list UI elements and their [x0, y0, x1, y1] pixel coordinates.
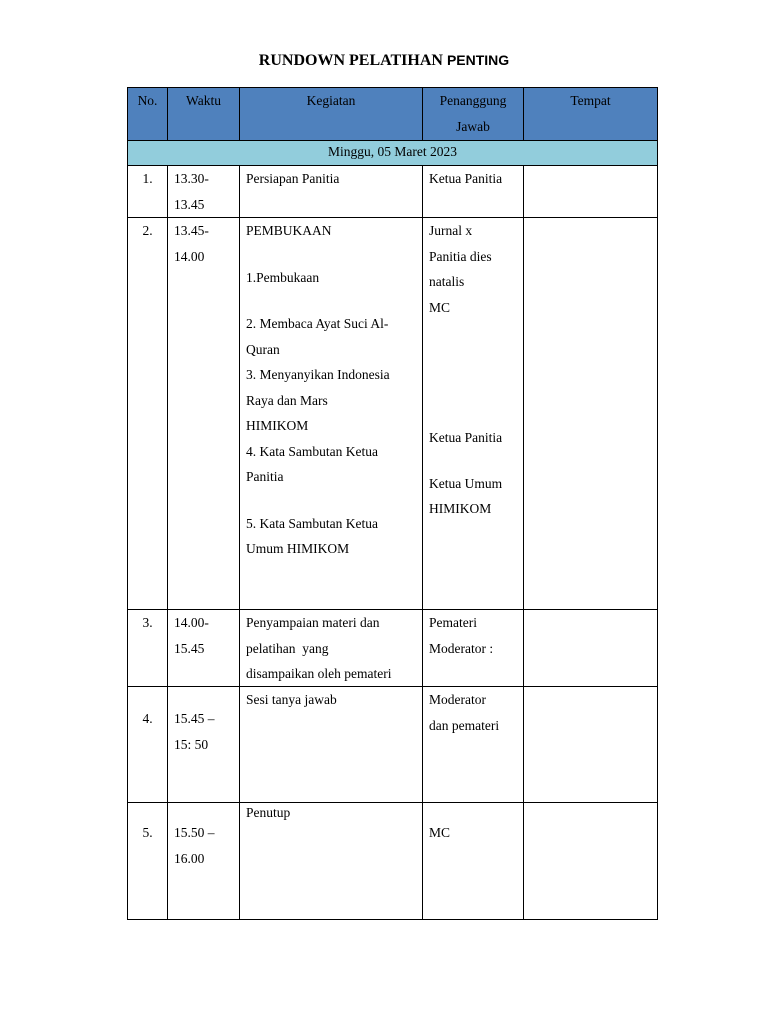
row2-no-label: 2. [142, 223, 153, 238]
row4-tempat [523, 686, 658, 803]
row3-kegiatan-line3: disampaikan oleh pemateri [246, 666, 392, 681]
row5-pj [422, 802, 524, 920]
header-pj-line1: Penanggung [439, 93, 507, 108]
row2-pj-line5: Ketua Panitia [429, 430, 503, 445]
row4-waktu [167, 686, 240, 803]
rundown-table [127, 87, 658, 920]
row2-tempat [523, 217, 658, 610]
header-tempat [523, 87, 658, 141]
header-waktu [167, 87, 240, 141]
row2-pj-line7: HIMIKOM [429, 501, 492, 516]
row4-waktu-line1: 15.45 – [174, 711, 215, 726]
row5-waktu [167, 802, 240, 920]
row5-no-label: 5. [142, 825, 153, 840]
row3-waktu-line2: 15.45 [174, 640, 205, 656]
row4-no [127, 686, 168, 803]
row2-kegiatan-line6: Raya dan Mars [246, 392, 328, 408]
header-no [127, 87, 168, 141]
header-penanggung-jawab [422, 87, 524, 141]
row5-waktu-line1: 15.50 – [174, 825, 215, 840]
row2-kegiatan-line11: Umum HIMIKOM [246, 541, 350, 556]
row2-kegiatan-line2: 1.Pembukaan [246, 269, 320, 285]
header-waktu-label: Waktu [186, 93, 221, 108]
row2-waktu-line1: 13.45- [174, 223, 209, 238]
row4-pj [422, 686, 524, 803]
row1-waktu-line2: 13.45 [174, 196, 205, 212]
row3-waktu-line1: 14.00- [174, 615, 209, 630]
row1-tempat [523, 165, 658, 218]
row1-kegiatan-line1: Persiapan Panitia [246, 171, 340, 186]
row1-pj [422, 165, 524, 218]
row1-no [127, 165, 168, 218]
row1-pj-line1: Ketua Panitia [429, 171, 503, 186]
header-tempat-label: Tempat [570, 93, 611, 108]
row3-no [127, 609, 168, 687]
header-no-label: No. [137, 93, 158, 108]
row1-waktu-line1: 13.30- [174, 171, 209, 186]
row2-kegiatan-line3: 2. Membaca Ayat Suci Al- [246, 316, 389, 331]
date-row [127, 140, 658, 166]
header-pj-line2: Jawab [456, 118, 490, 134]
row2-waktu-line2: 14.00 [174, 248, 205, 264]
row1-waktu [167, 165, 240, 218]
row4-kegiatan-line1: Sesi tanya jawab [246, 692, 337, 707]
row3-pj-line1: Pemateri [429, 615, 477, 630]
row4-pj-line1: Moderator [429, 692, 486, 707]
row2-pj [422, 217, 524, 610]
row1-kegiatan [239, 165, 423, 218]
row3-waktu [167, 609, 240, 687]
row2-waktu [167, 217, 240, 610]
row2-pj-line4: MC [429, 299, 451, 315]
row2-kegiatan-line9: Panitia [246, 469, 284, 484]
row2-kegiatan-line7: HIMIKOM [246, 418, 309, 433]
row2-pj-line6: Ketua Umum [429, 475, 503, 491]
row4-kegiatan [239, 686, 423, 803]
row3-kegiatan-line2: pelatihan yang [246, 640, 329, 656]
row2-kegiatan [239, 217, 423, 610]
row3-pj [422, 609, 524, 687]
row3-tempat [523, 609, 658, 687]
row4-no-label: 4. [142, 711, 153, 726]
header-kegiatan [239, 87, 423, 141]
row2-kegiatan-line1: PEMBUKAAN [246, 223, 332, 238]
row2-pj-line2: Panitia dies [429, 248, 492, 264]
date-label: Minggu, 05 Maret 2023 [328, 144, 457, 159]
row5-pj-line1: MC [429, 825, 451, 840]
row3-pj-line2: Moderator : [429, 640, 494, 656]
row3-kegiatan [239, 609, 423, 687]
row2-kegiatan-line8: 4. Kata Sambutan Ketua [246, 443, 378, 459]
row5-no [127, 802, 168, 920]
row4-waktu-line2: 15: 50 [174, 736, 209, 752]
title-part1: RUNDOWN PELATIHAN [258, 52, 443, 69]
document-title [0, 52, 768, 70]
title-part2: PENTING [446, 52, 510, 68]
row3-kegiatan-line1: Penyampaian materi dan [246, 615, 380, 630]
row1-no-label: 1. [142, 171, 153, 186]
row5-waktu-line2: 16.00 [174, 850, 205, 866]
row2-kegiatan-line10: 5. Kata Sambutan Ketua [246, 515, 378, 531]
row4-pj-line2: dan pemateri [429, 717, 500, 733]
row2-pj-line3: natalis [429, 274, 465, 289]
row5-kegiatan-line1: Penutup [246, 805, 291, 820]
row2-kegiatan-line4: Quran [246, 341, 280, 357]
row2-pj-line1: Jurnal x [429, 223, 473, 238]
row3-no-label: 3. [142, 615, 153, 630]
row2-no [127, 217, 168, 610]
row2-kegiatan-line5: 3. Menyanyikan Indonesia [246, 367, 390, 382]
header-kegiatan-label: Kegiatan [306, 93, 356, 108]
row5-tempat [523, 802, 658, 920]
row5-kegiatan [239, 802, 423, 920]
